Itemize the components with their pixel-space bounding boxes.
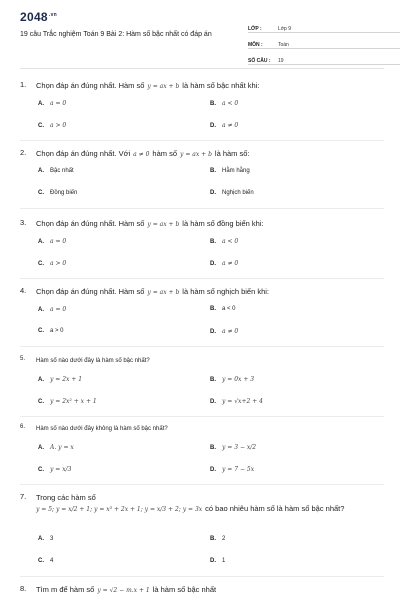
option-text: a < 0 [222,238,239,245]
header-divider [20,68,384,69]
option-c[interactable] [38,466,71,473]
question-number: 5. [20,356,26,362]
question-text: là hàm số bậc nhất khi: [182,81,260,90]
option-label: A. [38,239,44,245]
question-text: Hàm số nào dưới đây là hàm số bậc nhất? [36,358,150,364]
option-c[interactable] [38,190,77,196]
option-b[interactable] [210,306,236,312]
question-text: Chọn đáp án đúng nhất. Hàm số [36,81,145,90]
question-number: 8. [20,584,27,593]
option-label: A. [38,168,44,174]
question-text: là hàm số bậc nhất [152,585,217,594]
math-expression: y = 5; y = x/2 + 1; y = x³ + 2x + 1; y = x/3 + 2; y = 3x [36,506,203,513]
question-number: 2. [20,148,27,157]
option-text: a = 0 [50,306,67,313]
option-text: a ≠ 0 [222,122,239,129]
option-a[interactable] [38,306,66,313]
question-divider [20,576,384,577]
option-label: A. [38,377,44,383]
question-divider [20,278,384,279]
question-text: có bao nhiêu hàm số là hàm số bậc nhất? [205,504,345,513]
math-expression: a ≠ 0 [133,151,150,158]
option-text: 4 [50,558,54,564]
option-d[interactable] [210,260,238,267]
question-6 [20,424,382,473]
meta-count [248,50,400,65]
question-number: 7. [20,492,27,501]
math-expression: y = √2 − m.x + 1 [97,587,150,594]
meta-subject-value: Toán [278,42,289,48]
option-d[interactable] [210,190,254,196]
document-meta [248,18,400,66]
option-c[interactable] [38,122,66,129]
option-text: a < 0 [222,100,239,107]
question-7 [20,492,382,564]
option-a[interactable] [38,444,74,451]
option-text: Đồng biến [50,190,78,196]
question-text: là hàm số đồng biến khi: [182,219,264,228]
option-label: B. [210,377,216,383]
logo-text: 2048 [20,10,48,24]
option-text: 1 [222,558,226,564]
question-text: là hàm số nghịch biến khi: [182,287,270,296]
question-text: Chọn đáp án đúng nhất. Hàm số [36,287,145,296]
option-label: C. [38,399,44,405]
option-a[interactable] [38,238,66,245]
option-text: a ≠ 0 [222,328,239,335]
option-text: a < 0 [222,306,236,312]
option-label: D. [210,123,216,129]
question-2 [20,148,382,196]
option-text: a > 0 [50,260,67,267]
option-a[interactable] [38,168,74,174]
option-label: C. [38,123,44,129]
question-8 [20,584,382,596]
option-d[interactable] [210,398,263,405]
option-text: y = 0x + 3 [222,376,255,383]
option-text: y = 2x² + x + 1 [50,398,97,405]
option-a[interactable] [38,376,82,383]
option-label: D. [210,399,216,405]
option-text: Bậc nhất [50,168,74,174]
question-divider [20,140,384,141]
question-text: Hàm số nào dưới đây không là hàm số bậc nhất? [36,426,168,432]
option-label: A. [38,445,44,451]
option-text: y = 3 − x/2 [222,444,257,451]
question-text: Tìm m để hàm số [36,585,95,594]
option-text: y = 7 − 5x [222,466,255,473]
option-b[interactable] [210,536,225,542]
option-b[interactable] [210,238,238,245]
question-divider [20,346,384,347]
option-label: A. [38,101,44,107]
option-text: a ≠ 0 [222,260,239,267]
question-5 [20,356,382,405]
option-d[interactable] [210,466,254,473]
question-number: 1. [20,80,27,89]
question-number: 4. [20,286,27,295]
math-expression: y = ax + b [147,289,180,296]
option-b[interactable] [210,168,250,174]
option-text: y = √x+2 + 4 [222,398,263,405]
meta-count-value: 19 [278,58,284,64]
option-text: a > 0 [50,122,67,129]
option-label: C. [38,558,44,564]
option-label: C. [38,328,44,334]
math-expression: y = ax + b [147,221,180,228]
option-c[interactable] [38,398,97,405]
meta-class [248,18,400,33]
option-label: B. [210,445,216,451]
option-c[interactable] [38,328,64,334]
option-label: B. [210,239,216,245]
question-divider [20,484,384,485]
option-b[interactable] [210,100,238,107]
option-label: A. [38,307,44,313]
option-label: B. [210,168,216,174]
option-label: D. [210,467,216,473]
option-d[interactable] [210,328,238,335]
option-c[interactable] [38,260,66,267]
option-d[interactable] [210,558,225,564]
option-label: B. [210,101,216,107]
option-text: y = x/3 [50,466,72,473]
option-text: 2 [222,536,226,542]
option-label: C. [38,261,44,267]
meta-subject-key: MÔN : [248,42,263,48]
option-label: B. [210,536,216,542]
option-a[interactable] [38,100,66,107]
question-text: là hàm số: [214,149,250,158]
question-text: Chọn đáp án đúng nhất. Với [36,149,131,158]
option-text: Hằm hằng [222,168,250,174]
option-text: a = 0 [50,238,67,245]
meta-subject [248,34,400,49]
site-logo[interactable] [20,10,57,24]
meta-class-value: Lớp 9 [278,26,292,32]
option-text: a = 0 [50,100,67,107]
option-label: A. [38,536,44,542]
meta-count-key: SỐ CÂU : [248,58,271,64]
option-label: B. [210,306,216,312]
option-label: D. [210,329,216,335]
question-divider [20,416,384,417]
question-3 [20,218,382,267]
option-d[interactable] [210,122,238,129]
math-expression: y = ax + b [180,151,212,158]
option-label: D. [210,558,216,564]
option-label: C. [38,190,44,196]
logo-suffix: .vn [48,12,58,18]
option-c[interactable] [38,558,53,564]
meta-class-key: LỚP : [248,26,262,32]
option-a[interactable] [38,536,53,542]
question-4 [20,286,382,335]
option-text: a > 0 [50,328,64,334]
document-header [20,10,388,68]
option-b[interactable] [210,444,256,451]
math-expression: y = ax + b [147,83,180,90]
option-label: C. [38,467,44,473]
question-text: Chọn đáp án đúng nhất. Hàm số [36,219,145,228]
option-label: D. [210,190,216,196]
question-1 [20,80,382,129]
question-number: 6. [20,424,26,430]
question-divider [20,208,384,209]
question-text: Trong các hàm số [36,493,96,502]
document-title: 19 câu Trắc nghiệm Toán 9 Bài 2: Hàm số bậc nhất có đáp án [20,31,212,38]
question-number: 3. [20,218,27,227]
option-b[interactable] [210,376,254,383]
option-text: 3 [50,536,54,542]
option-text: Nghịch biến [222,190,254,196]
option-text: A. y = x [50,444,74,451]
option-text: y = 2x + 1 [50,376,83,383]
question-text: hàm số [152,149,178,158]
option-label: D. [210,261,216,267]
